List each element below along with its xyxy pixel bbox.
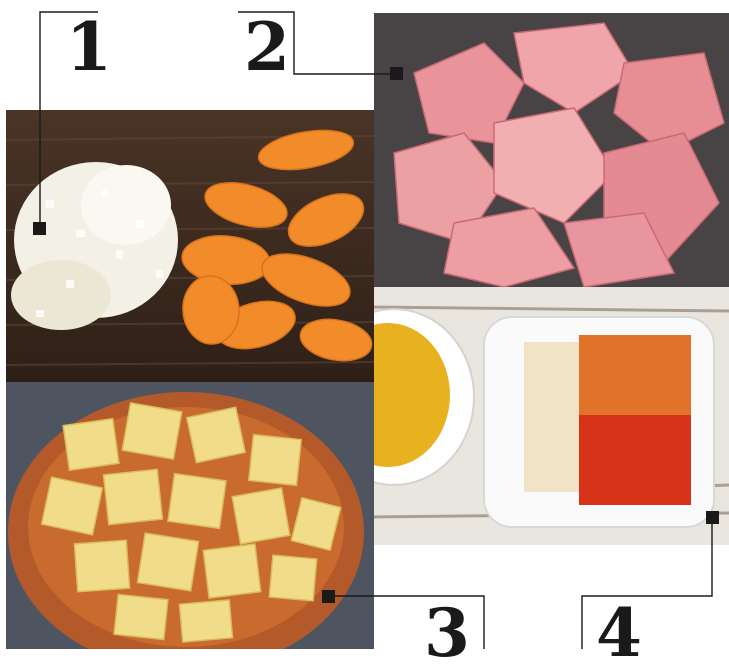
- step-number-2: 2: [244, 8, 289, 86]
- step-number-1: 1: [66, 8, 111, 86]
- potato-bowl-photo: [6, 382, 374, 649]
- onion-carrot-photo: [6, 110, 374, 382]
- spice-dish: [484, 317, 714, 527]
- step-number-4: 4: [596, 594, 641, 672]
- raw-pork-photo: [374, 13, 729, 287]
- spices-oil-photo: [374, 287, 729, 545]
- step-number-3: 3: [424, 594, 469, 672]
